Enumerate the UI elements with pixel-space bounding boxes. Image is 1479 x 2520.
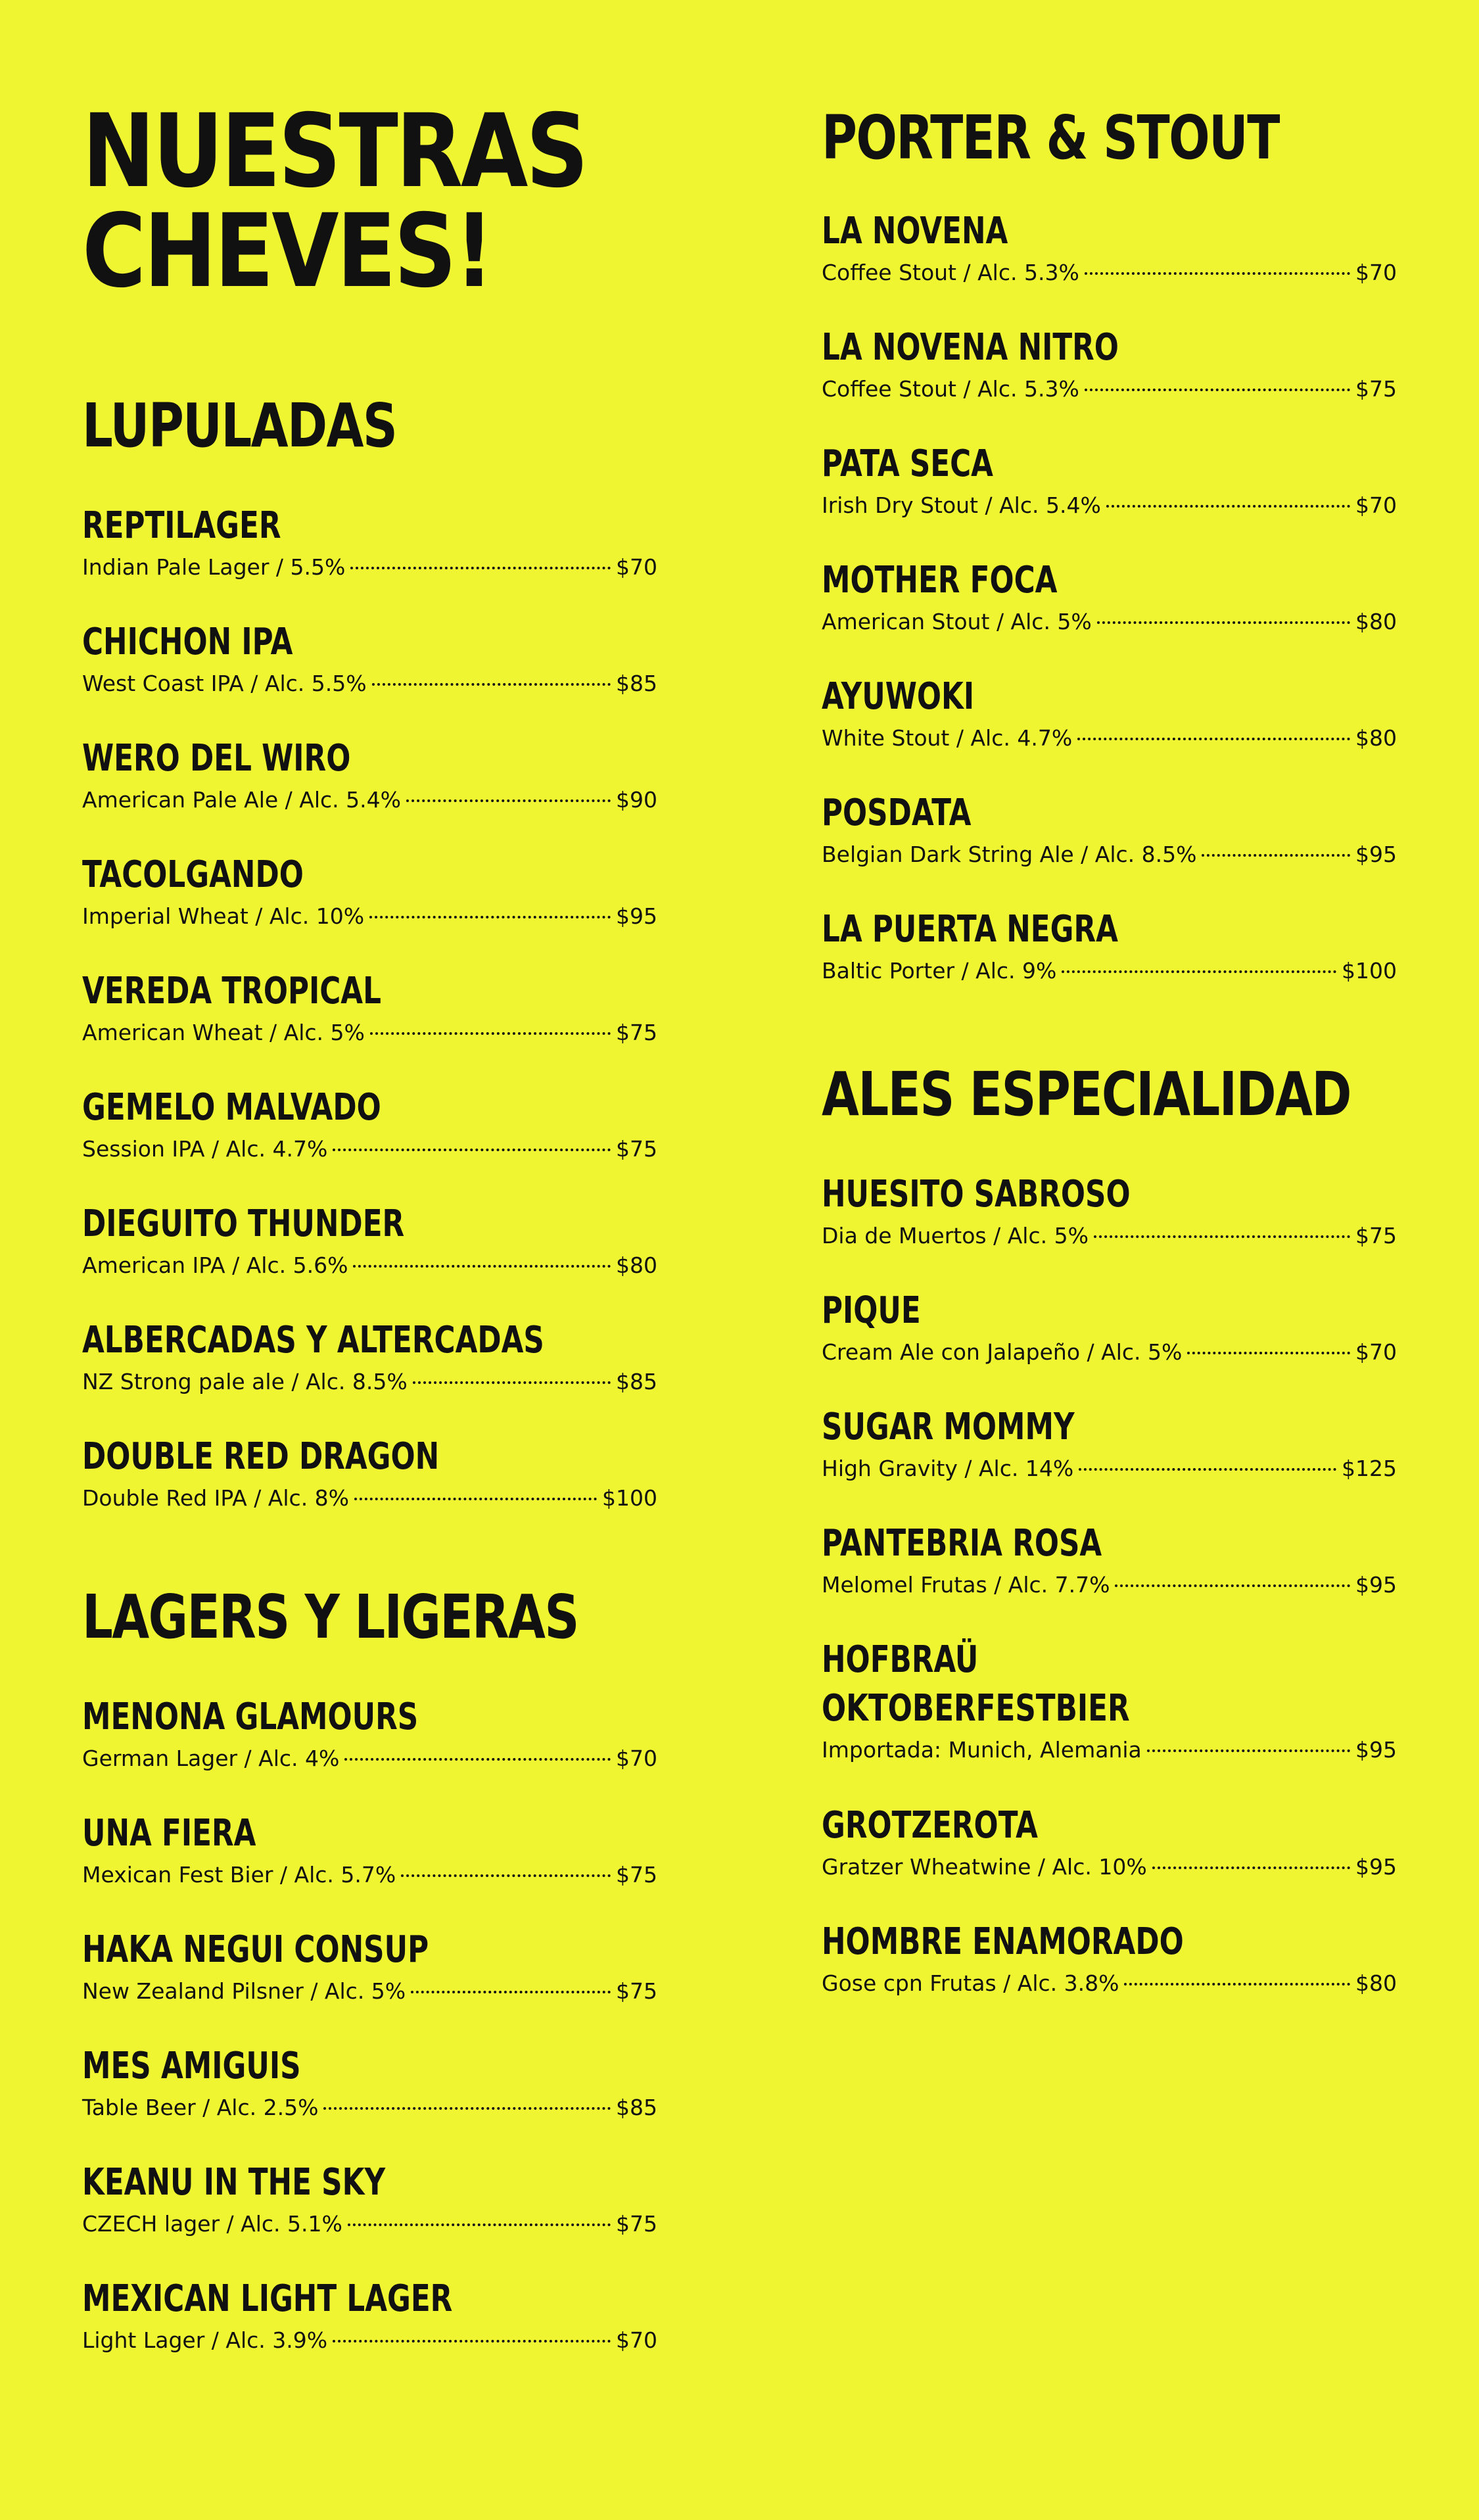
beer-style: American Wheat / Alc. 5% bbox=[82, 1020, 365, 1045]
beer-item bbox=[82, 2042, 657, 2158]
dot-leader bbox=[1202, 854, 1350, 857]
beer-name: ALBERCADAS Y ALTERCADAS bbox=[82, 1319, 544, 1362]
beer-price: $70 bbox=[616, 1746, 657, 1771]
beer-price: $70 bbox=[616, 2327, 657, 2353]
beer-price: $70 bbox=[1355, 492, 1397, 518]
dot-leader bbox=[401, 1874, 611, 1877]
beer-item bbox=[82, 618, 657, 734]
beer-item bbox=[82, 1316, 657, 1433]
beer-details bbox=[822, 1969, 1397, 1998]
beer-list bbox=[82, 1693, 657, 2391]
section-title: ALES ESPECIALIDAD bbox=[822, 1059, 1351, 1129]
beer-details bbox=[82, 902, 657, 931]
dot-leader bbox=[323, 2107, 611, 2110]
beer-price: $70 bbox=[616, 554, 657, 580]
beer-style: Baltic Porter / Alc. 9% bbox=[822, 958, 1057, 984]
beer-name: LA NOVENA NITRO bbox=[822, 326, 1119, 369]
beer-name: DIEGUITO THUNDER bbox=[82, 1202, 405, 1245]
beer-name: REPTILAGER bbox=[82, 504, 281, 547]
beer-style: Melomel Frutas / Alc. 7.7% bbox=[822, 1572, 1110, 1598]
beer-item bbox=[822, 905, 1397, 1022]
beer-style: White Stout / Alc. 4.7% bbox=[822, 725, 1073, 751]
dot-leader bbox=[348, 2223, 611, 2226]
beer-price: $75 bbox=[616, 1862, 657, 1888]
beer-details bbox=[822, 1222, 1397, 1250]
beer-name: LA PUERTA NEGRA bbox=[822, 908, 1118, 951]
beer-style: Coffee Stout / Alc. 5.3% bbox=[822, 376, 1079, 402]
beer-item bbox=[82, 502, 657, 618]
beer-details bbox=[82, 2210, 657, 2239]
beer-price: $85 bbox=[616, 1369, 657, 1394]
beer-price: $75 bbox=[616, 2211, 657, 2237]
beer-price: $80 bbox=[1355, 609, 1397, 634]
beer-name: VEREDA TROPICAL bbox=[82, 970, 381, 1012]
beer-item bbox=[822, 207, 1397, 323]
beer-details bbox=[82, 2093, 657, 2122]
beer-style: New Zealand Pilsner / Alc. 5% bbox=[82, 1978, 406, 2004]
beer-style: Gose cpn Frutas / Alc. 3.8% bbox=[822, 1970, 1119, 1996]
beer-price: $80 bbox=[1355, 725, 1397, 751]
beer-details bbox=[822, 1454, 1397, 1483]
beer-details bbox=[822, 1736, 1397, 1765]
beer-price: $70 bbox=[1355, 1339, 1397, 1365]
beer-details bbox=[82, 1135, 657, 1164]
beer-details bbox=[82, 1861, 657, 1890]
beer-name: HOMBRE ENAMORADO bbox=[822, 1920, 1184, 1963]
section-lupuladas bbox=[82, 393, 657, 1549]
beer-price: $95 bbox=[1355, 1854, 1397, 1880]
beer-item bbox=[82, 734, 657, 851]
beer-details bbox=[822, 840, 1397, 869]
beer-details bbox=[82, 786, 657, 815]
beer-name: UNA FIERA bbox=[82, 1812, 256, 1855]
beer-item bbox=[82, 1809, 657, 1926]
section-ales-especialidad bbox=[822, 1059, 1397, 2034]
beer-item bbox=[822, 1918, 1397, 2034]
beer-name: GEMELO MALVADO bbox=[82, 1086, 381, 1129]
beer-item bbox=[822, 789, 1397, 905]
dot-leader bbox=[406, 799, 611, 802]
beer-details bbox=[822, 1338, 1397, 1367]
dot-leader bbox=[411, 1991, 611, 1993]
beer-list bbox=[822, 207, 1397, 1022]
beer-name bbox=[822, 1636, 1271, 1733]
dot-leader bbox=[333, 2340, 611, 2342]
beer-details bbox=[822, 375, 1397, 404]
dot-leader bbox=[1152, 1866, 1350, 1869]
beer-details bbox=[82, 2326, 657, 2355]
beer-item bbox=[82, 1693, 657, 1809]
beer-price: $70 bbox=[1355, 260, 1397, 285]
dot-leader bbox=[369, 916, 611, 918]
dot-leader bbox=[1187, 1352, 1350, 1354]
beer-details bbox=[82, 1744, 657, 1773]
beer-name: DOUBLE RED DRAGON bbox=[82, 1435, 440, 1478]
section-title: PORTER & STOUT bbox=[822, 103, 1279, 173]
beer-style: American Stout / Alc. 5% bbox=[822, 609, 1092, 634]
beer-style: Irish Dry Stout / Alc. 5.4% bbox=[822, 492, 1101, 518]
beer-name: HAKA NEGUI CONSUP bbox=[82, 1928, 429, 1971]
beer-style: Double Red IPA / Alc. 8% bbox=[82, 1485, 350, 1511]
beer-style: German Lager / Alc. 4% bbox=[82, 1746, 340, 1771]
beer-item bbox=[82, 2275, 657, 2391]
beer-item bbox=[82, 2158, 657, 2275]
beer-style: Light Lager / Alc. 3.9% bbox=[82, 2327, 328, 2353]
beer-item bbox=[822, 1636, 1397, 1801]
beer-name: HUESITO SABROSO bbox=[822, 1173, 1131, 1216]
beer-price: $125 bbox=[1342, 1456, 1397, 1481]
beer-style: High Gravity / Alc. 14% bbox=[822, 1456, 1074, 1481]
dot-leader bbox=[353, 1265, 611, 1268]
beer-name: MEXICAN LIGHT LAGER bbox=[82, 2277, 453, 2320]
beer-price: $90 bbox=[616, 787, 657, 813]
dot-leader bbox=[1115, 1584, 1350, 1587]
section-porter-stout bbox=[822, 105, 1397, 1022]
beer-price: $80 bbox=[1355, 1970, 1397, 1996]
beer-price: $95 bbox=[1355, 1737, 1397, 1763]
beer-name-line: OKTOBERFESTBIER bbox=[822, 1687, 1130, 1730]
beer-name: LA NOVENA bbox=[822, 210, 1008, 252]
beer-item bbox=[822, 440, 1397, 556]
beer-item bbox=[82, 1433, 657, 1549]
beer-style: Table Beer / Alc. 2.5% bbox=[82, 2095, 319, 2120]
dot-leader bbox=[1124, 1983, 1350, 1985]
beer-details bbox=[822, 1571, 1397, 1600]
dot-leader bbox=[1106, 505, 1350, 508]
beer-style: NZ Strong pale ale / Alc. 8.5% bbox=[82, 1369, 408, 1394]
beer-item bbox=[822, 1170, 1397, 1287]
beer-name: PANTEBRIA ROSA bbox=[822, 1522, 1102, 1565]
beer-style: Belgian Dark String Ale / Alc. 8.5% bbox=[822, 842, 1197, 867]
beer-details bbox=[82, 1367, 657, 1396]
dot-leader bbox=[1085, 389, 1350, 391]
beer-name: SUGAR MOMMY bbox=[822, 1406, 1075, 1448]
dot-leader bbox=[413, 1381, 611, 1384]
beer-name: WERO DEL WIRO bbox=[82, 737, 351, 780]
beer-price: $75 bbox=[616, 1978, 657, 2004]
beer-style: Gratzer Wheatwine / Alc. 10% bbox=[822, 1854, 1147, 1880]
dot-leader bbox=[344, 1758, 611, 1761]
beer-item bbox=[822, 1287, 1397, 1403]
beer-name: TACOLGANDO bbox=[82, 853, 304, 896]
dot-leader bbox=[370, 1032, 611, 1035]
beer-name: KEANU IN THE SKY bbox=[82, 2161, 386, 2204]
beer-price: $80 bbox=[616, 1252, 657, 1278]
beer-style: Dia de Muertos / Alc. 5% bbox=[822, 1223, 1089, 1248]
beer-style: American IPA / Alc. 5.6% bbox=[82, 1252, 348, 1278]
dot-leader bbox=[1085, 272, 1350, 275]
beer-name: GROTZEROTA bbox=[822, 1804, 1038, 1847]
beer-name-line: HOFBRAÜ bbox=[822, 1638, 979, 1681]
beer-item bbox=[822, 1801, 1397, 1918]
beer-details bbox=[822, 1853, 1397, 1882]
beer-item bbox=[822, 1519, 1397, 1636]
beer-item bbox=[822, 673, 1397, 789]
beer-list bbox=[822, 1170, 1397, 2034]
beer-details bbox=[82, 669, 657, 698]
beer-name: MES AMIGUIS bbox=[82, 2045, 301, 2087]
section-title: LUPULADAS bbox=[82, 391, 397, 461]
beer-name: POSDATA bbox=[822, 792, 972, 834]
beer-item bbox=[822, 556, 1397, 673]
beer-name: PIQUE bbox=[822, 1289, 921, 1332]
beer-style: American Pale Ale / Alc. 5.4% bbox=[82, 787, 401, 813]
beer-name: MOTHER FOCA bbox=[822, 559, 1058, 602]
beer-item bbox=[82, 851, 657, 967]
beer-details bbox=[82, 553, 657, 582]
beer-price: $95 bbox=[1355, 842, 1397, 867]
beer-details bbox=[82, 1018, 657, 1047]
beer-name: CHICHON IPA bbox=[82, 621, 293, 663]
beer-name: PATA SECA bbox=[822, 442, 993, 485]
dot-leader bbox=[1079, 1468, 1336, 1471]
dot-leader bbox=[1062, 970, 1336, 973]
beer-price: $95 bbox=[1355, 1572, 1397, 1598]
dot-leader bbox=[1147, 1749, 1350, 1752]
dot-leader bbox=[333, 1149, 611, 1151]
beer-price: $100 bbox=[1342, 958, 1397, 984]
section-title: LAGERS Y LIGERAS bbox=[82, 1582, 578, 1652]
section-lagers-y-ligeras bbox=[82, 1584, 657, 2391]
beer-name: MENONA GLAMOURS bbox=[82, 1696, 419, 1738]
beer-item bbox=[82, 967, 657, 1083]
beer-details bbox=[82, 1484, 657, 1513]
beer-price: $75 bbox=[616, 1020, 657, 1045]
dot-leader bbox=[1097, 621, 1350, 624]
beer-details bbox=[82, 1251, 657, 1280]
beer-style: CZECH lager / Alc. 5.1% bbox=[82, 2211, 342, 2237]
beer-details bbox=[822, 258, 1397, 287]
beer-price: $75 bbox=[1355, 376, 1397, 402]
beer-item bbox=[822, 1403, 1397, 1519]
beer-style: Coffee Stout / Alc. 5.3% bbox=[822, 260, 1079, 285]
dot-leader bbox=[372, 683, 611, 686]
beer-item bbox=[82, 1200, 657, 1316]
beer-style: Mexican Fest Bier / Alc. 5.7% bbox=[82, 1862, 396, 1888]
beer-style: Cream Ale con Jalapeño / Alc. 5% bbox=[822, 1339, 1183, 1365]
beer-list bbox=[82, 502, 657, 1549]
beer-name: AYUWOKI bbox=[822, 675, 975, 718]
beer-details bbox=[822, 957, 1397, 986]
beer-details bbox=[82, 1977, 657, 2006]
dot-leader bbox=[354, 1498, 597, 1500]
beer-details bbox=[822, 607, 1397, 636]
dot-leader bbox=[1077, 738, 1350, 740]
beer-style: Session IPA / Alc. 4.7% bbox=[82, 1136, 328, 1162]
beer-price: $85 bbox=[616, 671, 657, 696]
beer-item bbox=[82, 1926, 657, 2042]
beer-style: Importada: Munich, Alemania bbox=[822, 1737, 1142, 1763]
beer-price: $75 bbox=[616, 1136, 657, 1162]
beer-style: West Coast IPA / Alc. 5.5% bbox=[82, 671, 367, 696]
dot-leader bbox=[1094, 1235, 1350, 1238]
dot-leader bbox=[350, 567, 611, 569]
beer-item bbox=[82, 1083, 657, 1200]
menu-title bbox=[82, 93, 586, 310]
beer-details bbox=[822, 491, 1397, 520]
beer-style: Indian Pale Lager / 5.5% bbox=[82, 554, 346, 580]
beer-item bbox=[822, 323, 1397, 440]
beer-price: $100 bbox=[602, 1485, 657, 1511]
menu-title-line-2: CHEVES! bbox=[82, 193, 492, 310]
beer-style: Imperial Wheat / Alc. 10% bbox=[82, 903, 365, 929]
menu-title-line-1: NUESTRAS bbox=[82, 93, 586, 210]
beer-details bbox=[822, 724, 1397, 753]
beer-price: $75 bbox=[1355, 1223, 1397, 1248]
beer-price: $85 bbox=[616, 2095, 657, 2120]
beer-price: $95 bbox=[616, 903, 657, 929]
